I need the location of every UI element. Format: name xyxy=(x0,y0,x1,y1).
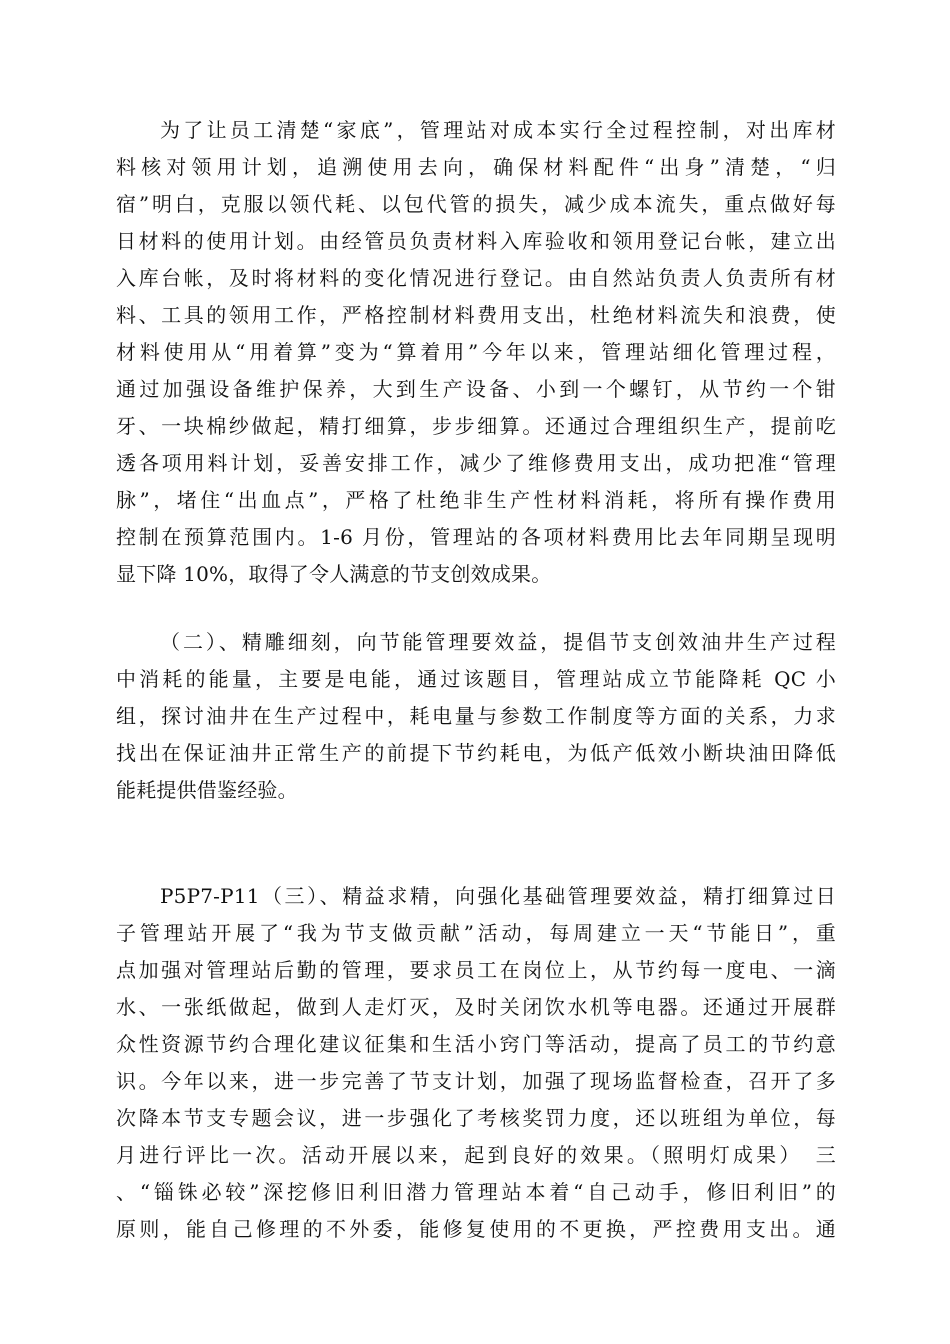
text-line: 能耗提供借鉴经验。 xyxy=(116,778,298,802)
text-line: P5P7-P11（三）、精益求精，向强化基础管理要效益，精打细算过日 xyxy=(160,884,836,908)
paragraph-energy-saving xyxy=(116,624,836,809)
text-line: 通过加强设备维护保养，大到生产设备、小到一个螺钉，从节约一个钳 xyxy=(116,377,836,401)
text-line: 识。今年以来，进一步完善了节支计划，加强了现场监督检查，召开了多 xyxy=(116,1069,836,1093)
text-line: 组，探讨油井在生产过程中，耗电量与参数工作制度等方面的关系，力求 xyxy=(116,704,836,728)
text-line: 显下降 10%，取得了令人满意的节支创效成果。 xyxy=(116,562,552,586)
text-line: 宿”明白，克服以领代耗、以包代管的损失，减少成本流失，重点做好每 xyxy=(116,192,836,216)
text-line: 子管理站开展了“我为节支做贡献”活动，每周建立一天“节能日”，重 xyxy=(116,921,836,945)
text-line: 入库台帐，及时将材料的变化情况进行登记。由自然站负责人负责所有材 xyxy=(116,266,836,290)
text-line: 找出在保证油井正常生产的前提下节约耗电，为低产低效小断块油田降低 xyxy=(116,741,836,765)
text-line: 材料使用从“用着算”变为“算着用”今年以来，管理站细化管理过程， xyxy=(116,340,836,364)
text-line: 原则，能自己修理的不外委，能修复使用的不更换，严控费用支出。通 xyxy=(116,1217,836,1241)
text-line: 月进行评比一次。活动开展以来，起到良好的效果。（照明灯成果） 三 xyxy=(116,1143,836,1167)
text-line: 料核对领用计划，追溯使用去向，确保材料配件“出身”清楚，“归 xyxy=(116,155,836,179)
paragraph-basic-management xyxy=(116,878,836,1248)
text-line: 水、一张纸做起，做到人走灯灭，及时关闭饮水机等电器。还通过开展群 xyxy=(116,995,836,1019)
text-line: 透各项用料计划，妥善安排工作，减少了维修费用支出，成功把准“管理 xyxy=(116,451,836,475)
text-line: 料、工具的领用工作，严格控制材料费用支出，杜绝材料流失和浪费，使 xyxy=(116,303,836,327)
text-line: 控制在预算范围内。1-6 月份，管理站的各项材料费用比去年同期呈现明 xyxy=(116,525,836,549)
paragraph-cost-control xyxy=(116,112,836,593)
text-line: 脉”，堵住“出血点”，严格了杜绝非生产性材料消耗，将所有操作费用 xyxy=(116,488,836,512)
text-line: 点加强对管理站后勤的管理，要求员工在岗位上，从节约每一度电、一滴 xyxy=(116,958,836,982)
text-line: 次降本节支专题会议，进一步强化了考核奖罚力度，还以班组为单位，每 xyxy=(116,1106,836,1130)
text-line: 为了让员工清楚“家底”，管理站对成本实行全过程控制，对出库材 xyxy=(160,118,836,142)
text-line: 、“锱铢必较”深挖修旧利旧潜力管理站本着“自己动手，修旧利旧”的 xyxy=(116,1180,836,1204)
text-line: （二）、精雕细刻，向节能管理要效益，提倡节支创效油井生产过程 xyxy=(160,630,836,654)
text-line: 牙、一块棉纱做起，精打细算，步步细算。还通过合理组织生产，提前吃 xyxy=(116,414,836,438)
text-line: 中消耗的能量，主要是电能，通过该题目，管理站成立节能降耗 QC 小 xyxy=(116,667,836,691)
text-line: 日材料的使用计划。由经管员负责材料入库验收和领用登记台帐，建立出 xyxy=(116,229,836,253)
text-line: 众性资源节约合理化建议征集和生活小窍门等活动，提高了员工的节约意 xyxy=(116,1032,836,1056)
